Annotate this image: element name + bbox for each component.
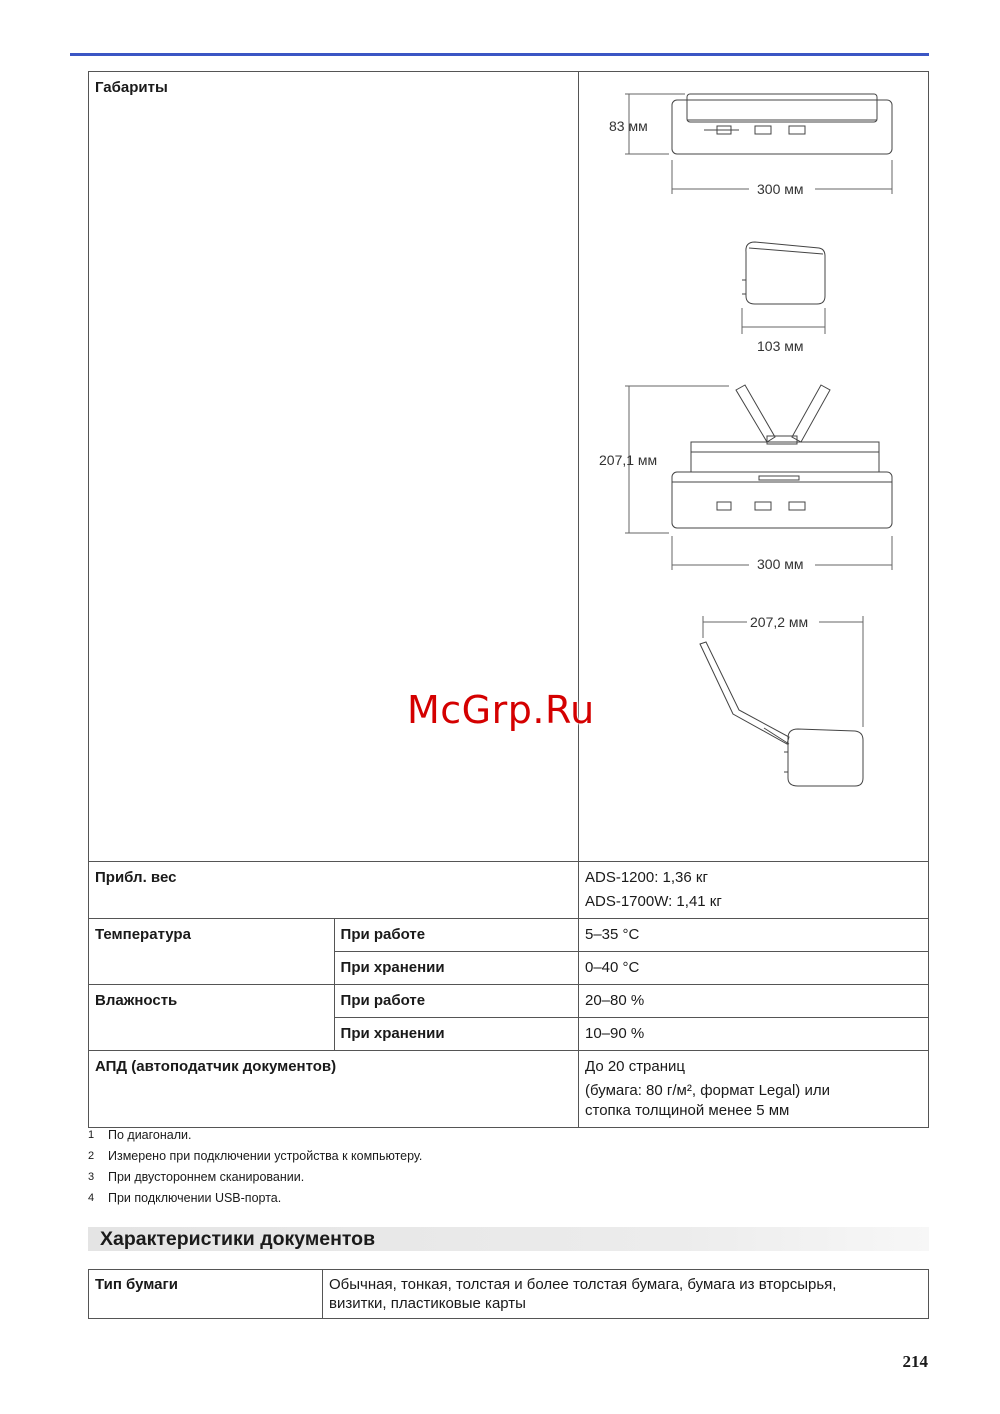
temperature-storage-value: 0–40 °C: [579, 952, 929, 985]
temperature-label: Температура: [89, 919, 335, 985]
adf-value-stack: стопка толщиной менее 5 мм: [585, 1102, 790, 1119]
side-depth-dimension: [742, 308, 825, 334]
weight-row: [89, 862, 929, 919]
adf-row: [89, 1051, 929, 1128]
dimensions-row: [89, 72, 929, 862]
footnotes: [88, 1127, 422, 1211]
front-view-closed: [672, 94, 892, 154]
weight-label: Прибл. вес: [89, 862, 579, 919]
open-height-label: 207,1 мм: [599, 452, 658, 468]
adf-label: АПД (автоподатчик документов): [89, 1051, 579, 1128]
front-view-open: [672, 385, 892, 528]
weight-value-ads1700w: ADS-1700W: 1,41 кг: [585, 893, 722, 910]
paper-type-label: Тип бумаги: [89, 1270, 323, 1319]
weight-values: [579, 862, 929, 919]
humidity-operating-row: [89, 985, 929, 1018]
humidity-operating-label: При работе: [334, 985, 578, 1018]
open-width-label: 300 мм: [757, 556, 804, 572]
adf-value-pages: До 20 страниц: [585, 1058, 685, 1075]
section-header: [88, 1227, 929, 1251]
paper-type-row: [89, 1270, 929, 1319]
section-title: Характеристики документов: [100, 1228, 376, 1250]
dimensions-drawing-cell: [579, 72, 929, 862]
page-number: 214: [902, 1352, 928, 1371]
footnote: 1 По диагонали.: [88, 1128, 192, 1142]
temperature-operating-row: [89, 919, 929, 952]
humidity-storage-value: 10–90 %: [579, 1018, 929, 1051]
side-view-open: [700, 642, 863, 786]
adf-values: [579, 1051, 929, 1128]
specs-table: [88, 71, 929, 1128]
front-height-label: 83 мм: [609, 118, 648, 134]
humidity-label: Влажность: [89, 985, 335, 1051]
open-depth-dimension: [703, 616, 863, 727]
watermark: McGrp.Ru: [407, 688, 595, 732]
paper-type-value: Обычная, тонкая, толстая и более толстая бумага, бумага из вторсырья, визитки, пластиковые карты: [323, 1270, 929, 1319]
temperature-storage-label: При хранении: [334, 952, 578, 985]
open-depth-label: 207,2 мм: [750, 614, 809, 630]
side-view: [742, 242, 825, 304]
temperature-operating-label: При работе: [334, 919, 578, 952]
temperature-operating-value: 5–35 °C: [579, 919, 929, 952]
dimensions-label: Габариты: [89, 72, 579, 862]
humidity-operating-value: 20–80 %: [579, 985, 929, 1018]
weight-value-ads1200: ADS-1200: 1,36 кг: [585, 869, 708, 886]
top-rule: [70, 53, 929, 56]
footnote: 2 Измерено при подключении устройства к компьютеру.: [88, 1149, 423, 1163]
humidity-storage-label: При хранении: [334, 1018, 578, 1051]
front-width-label: 300 мм: [757, 181, 804, 197]
footnote: 3 При двустороннем сканировании.: [88, 1170, 305, 1184]
adf-value-paper: (бумага: 80 г/м², формат Legal) или: [585, 1082, 830, 1099]
scanner-dimension-drawings: [579, 72, 928, 861]
document-specs-table: [88, 1269, 929, 1319]
side-depth-label: 103 мм: [757, 338, 804, 354]
footnote: 4 При подключении USB-порта.: [88, 1191, 282, 1205]
